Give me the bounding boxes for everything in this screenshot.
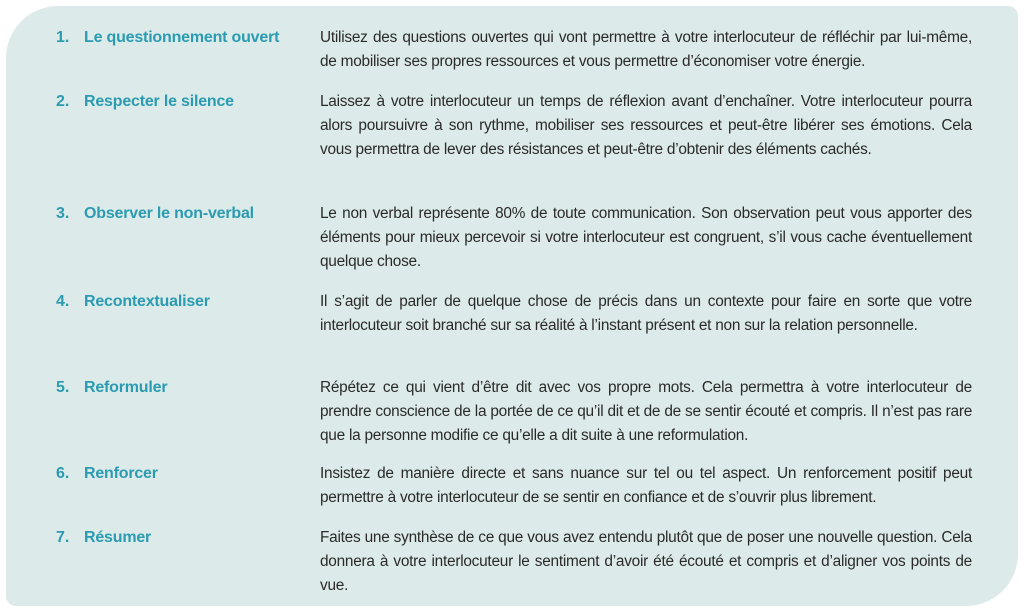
item-description: Il s’agit de parler de quelque chose de précis dans un contexte pour faire en sorte que votre interlocuteur soit branché sur sa réalité à l’instant présent et non sur la relation personnelle.	[320, 293, 972, 334]
item-number: 3.	[56, 205, 70, 222]
item-title: Observer le non-verbal	[84, 205, 254, 222]
item-number: 4.	[56, 293, 70, 310]
item-title: Respecter le silence	[84, 93, 234, 110]
item-description: Utilisez des questions ouvertes qui vont permettre à votre interlocuteur de réfléchir par lui-même, de mobiliser ses propres ressources et vous permettre d’économiser votre énergie.	[320, 29, 972, 70]
item-description: Faites une synthèse de ce que vous avez entendu plutôt que de poser une nouvelle question. Cela donnera à votre interlocuteur le sentiment d’avoir été écouté et compris et d’aligner vos points de vue.	[320, 529, 972, 594]
item-number: 7.	[56, 529, 70, 546]
item-description: Insistez de manière directe et sans nuance sur tel ou tel aspect. Un renforcement positif peut permettre à votre interlocuteur de se sentir en confiance et de s’ouvrir plus librement.	[320, 465, 972, 506]
item-title: Recontextualiser	[84, 293, 210, 310]
item-title: Le questionnement ouvert	[84, 29, 280, 46]
item-number: 1.	[56, 29, 70, 46]
item-number: 5.	[56, 379, 70, 396]
item-title: Renforcer	[84, 465, 158, 482]
techniques-panel	[6, 6, 1018, 606]
item-title: Résumer	[84, 529, 152, 546]
item-number: 2.	[56, 93, 70, 110]
item-description: Laissez à votre interlocuteur un temps de réflexion avant d’enchaîner. Votre interlocuteur pourra alors poursuivre à son rythme, mobiliser ses ressources et peut-être libérer ses émotions. Cela vous permettra de lever des résistances et peut-être d’obtenir des éléments cachés.	[320, 93, 972, 158]
item-title: Reformuler	[84, 379, 168, 396]
item-number: 6.	[56, 465, 70, 482]
item-description: Le non verbal représente 80% de toute communication. Son observation peut vous apporter des éléments pour mieux percevoir si votre interlocuteur est congruent, s’il vous cache éventuellement quelque chose.	[320, 205, 972, 270]
techniques-list	[6, 6, 1018, 606]
item-description: Répétez ce qui vient d’être dit avec vos propre mots. Cela permettra à votre interlocuteur de prendre conscience de la portée de ce qu’il dit et de de se sentir écouté et compris. Il n’est pas rare que la personne modifie ce qu’elle a dit suite à une reformulation.	[320, 379, 972, 444]
